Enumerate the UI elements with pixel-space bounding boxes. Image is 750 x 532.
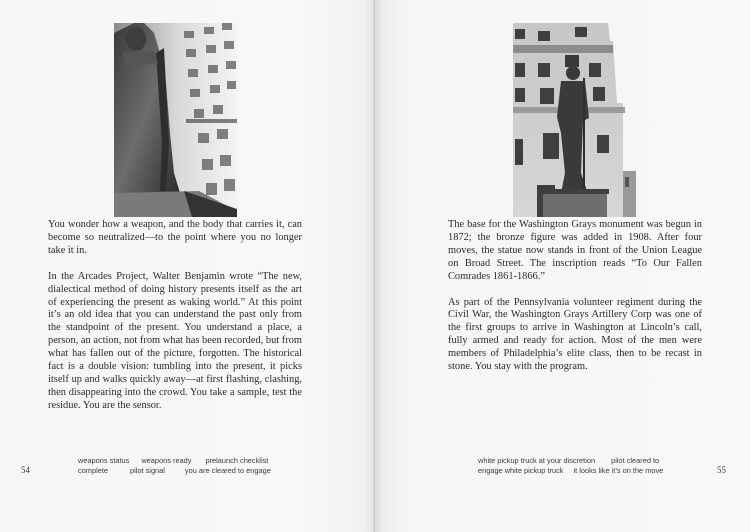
right-footer-note: [478, 456, 663, 476]
statue-photo-image: [114, 23, 237, 217]
paragraph: In the Arcades Project, Walter Benjamin wrote “The new, dialectical method of doing history presents itself as the art of experiencing the present as waking world.” At this point it’s an old idea that you can understand the past only from the standpoint of the present. You understand a place, a person, an action, not from what has been recorded, but from what has fallen out of the picture, forgotten. The historical fact is a double vision: tumbling into the present, it picks itself up and walks quickly away—at first flashing, clashing, then disappearing into the crowd. You take a sample, test the residue. You are the sensor.: [48, 270, 302, 411]
note-phrase: prelaunch checklist: [205, 456, 269, 465]
note-phrase: white pickup truck at your discretion: [478, 456, 596, 465]
left-photo-statue-with-rifle: [114, 23, 237, 217]
note-phrase: you are cleared to engage: [184, 466, 271, 475]
right-body-text: [448, 219, 702, 387]
note-phrase: pilot signal: [130, 466, 165, 475]
note-phrase: weapons ready: [141, 456, 192, 465]
page-number-left: 54: [21, 465, 30, 475]
left-body-text: [48, 219, 302, 426]
note-phrase: pilot cleared to: [611, 456, 660, 465]
page-number-right: 55: [717, 465, 726, 475]
right-photo-washington-grays-statue: [513, 23, 636, 217]
paragraph: As part of the Pennsylvania volunteer regiment during the Civil War, the Washington Grays Artillery Corp was one of the first groups to arrive in Washington at Lincoln’s call, fully armed and ready for action. Most of the men were members of Philadelphia’s elite class, then to be recast in stone. You stay with the program.: [448, 296, 702, 373]
note-phrase: complete: [78, 466, 108, 475]
paragraph: You wonder how a weapon, and the body that carries it, can become so neutralized—to the point where you no longer take it in.: [48, 219, 302, 256]
note-phrase: it looks like it’s on the move: [573, 466, 664, 475]
paragraph: The base for the Washington Grays monument was begun in 1872; the bronze figure was added in 1908. After four moves, the statue now stands in front of the Union League on Broad Street. The inscription reads “To Our Fallen Comrades 1861-1866.”: [448, 219, 702, 282]
monument-photo-image: [513, 23, 636, 217]
book-gutter: [373, 0, 376, 532]
left-footer-note: [78, 456, 271, 476]
note-phrase: engage white pickup truck: [478, 466, 564, 475]
note-phrase: weapons status: [78, 456, 130, 465]
